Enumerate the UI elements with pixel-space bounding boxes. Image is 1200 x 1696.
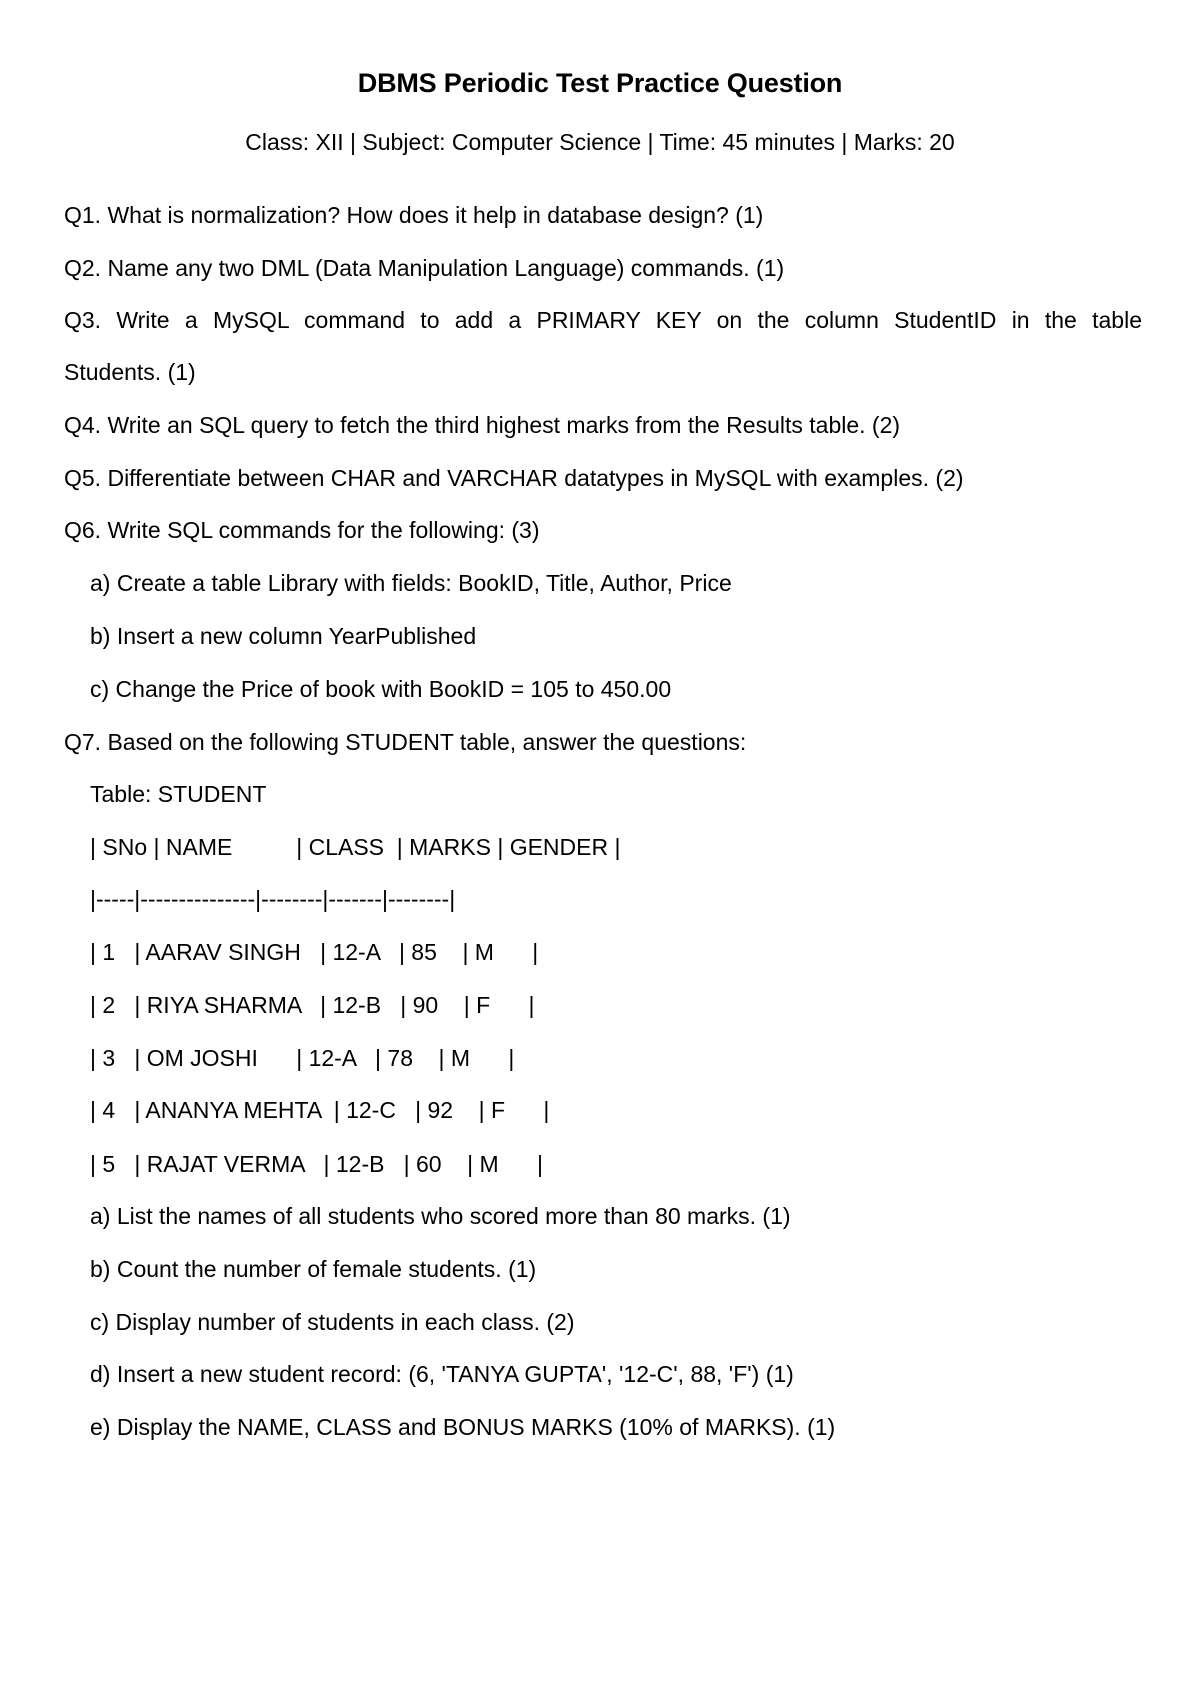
table-row: | 2 | RIYA SHARMA | 12-B | 90 | F | [90, 992, 535, 1018]
table-header-row: | SNo | NAME | CLASS | MARKS | GENDER | [90, 834, 621, 860]
question-6: Q6. Write SQL commands for the following: (3) [64, 517, 540, 543]
question-6-part-c: c) Change the Price of book with BookID = 105 to 450.00 [90, 676, 672, 702]
document-title: DBMS Periodic Test Practice Question [357, 68, 843, 98]
question-7-part-d: d) Insert a new student record: (6, 'TANYA GUPTA', '12-C', 88, 'F') (1) [90, 1361, 794, 1387]
table-row: | 5 | RAJAT VERMA | 12-B | 60 | M | [90, 1151, 543, 1177]
question-6-part-b: b) Insert a new column YearPublished [90, 623, 477, 649]
document-subtitle: Class: XII | Subject: Computer Science | Time: 45 minutes | Marks: 20 [245, 129, 955, 155]
question-6-part-a: a) Create a table Library with fields: BookID, Title, Author, Price [90, 570, 732, 596]
question-5: Q5. Differentiate between CHAR and VARCHAR datatypes in MySQL with examples. (2) [64, 465, 964, 491]
question-7: Q7. Based on the following STUDENT table, answer the questions: [64, 729, 747, 755]
table-row: | 4 | ANANYA MEHTA | 12-C | 92 | F | [90, 1097, 550, 1123]
question-7-part-c: c) Display number of students in each class. (2) [90, 1309, 575, 1335]
question-7-part-b: b) Count the number of female students. (1) [90, 1256, 537, 1282]
table-separator-row: |-----|---------------|--------|-------|--------| [90, 886, 456, 912]
question-7-part-a: a) List the names of all students who scored more than 80 marks. (1) [90, 1203, 791, 1229]
question-7-part-e: e) Display the NAME, CLASS and BONUS MARKS (10% of MARKS). (1) [90, 1414, 836, 1440]
question-1: Q1. What is normalization? How does it help in database design? (1) [64, 202, 764, 228]
question-2: Q2. Name any two DML (Data Manipulation Language) commands. (1) [64, 255, 785, 281]
question-3-line-1: Q3. Write a MySQL command to add a PRIMARY KEY on the column StudentID in the table [64, 307, 1142, 333]
table-row: | 3 | OM JOSHI | 12-A | 78 | M | [90, 1045, 515, 1071]
question-3-line-2: Students. (1) [64, 359, 196, 385]
question-4: Q4. Write an SQL query to fetch the third highest marks from the Results table. (2) [64, 412, 901, 438]
table-caption: Table: STUDENT [90, 781, 267, 807]
table-row: | 1 | AARAV SINGH | 12-A | 85 | M | [90, 939, 539, 965]
